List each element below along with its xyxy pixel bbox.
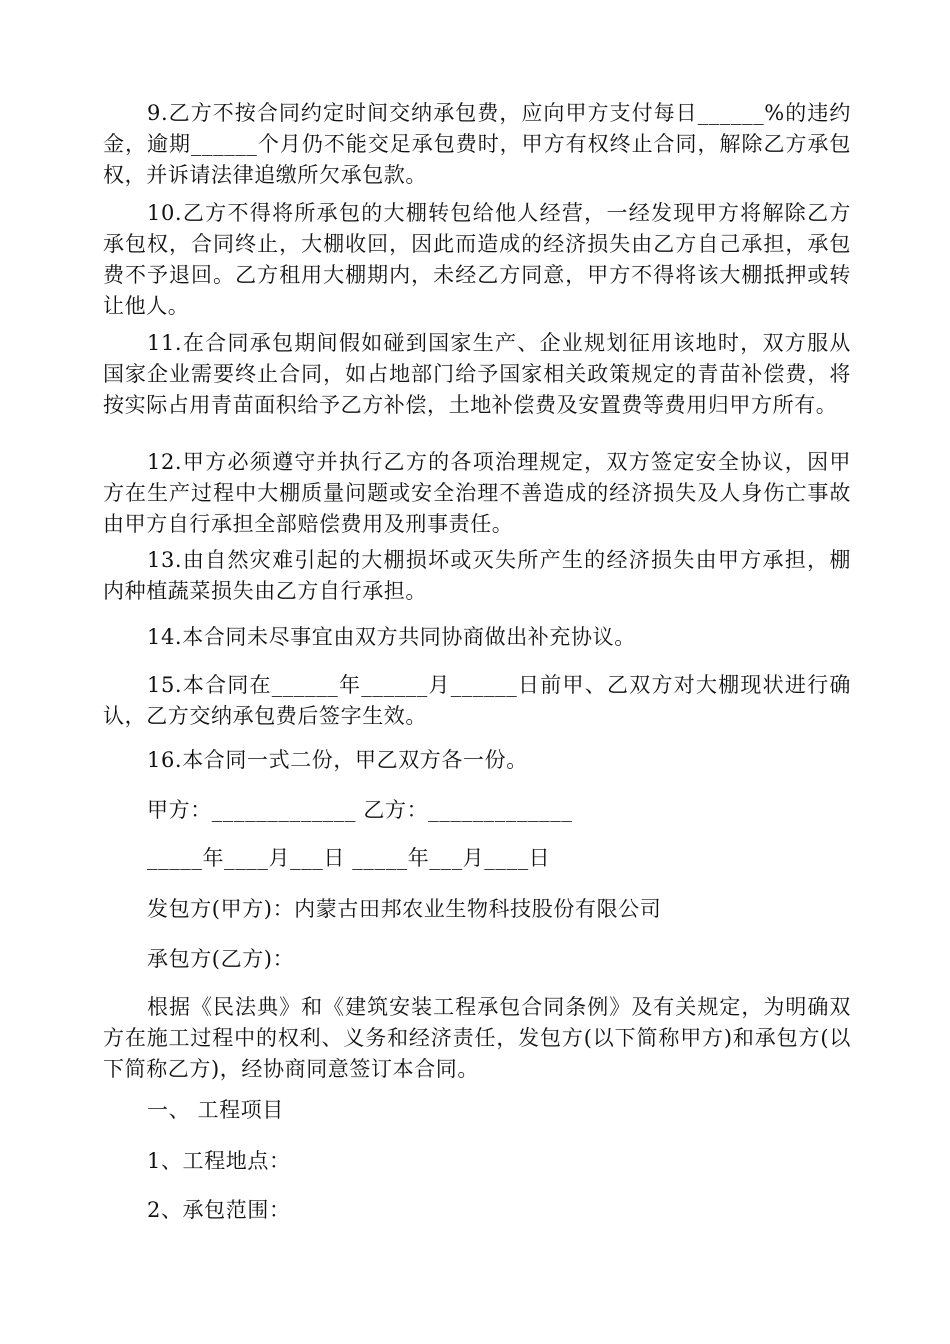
clause-14: 14.本合同未尽事宜由双方共同协商做出补充协议。 xyxy=(147,625,636,649)
clause-11: 11.在合同承包期间假如碰到国家生产、企业规划征用该地时，双方服从国家企业需要终止合同，如占地部门给予国家相关政策规定的青苗补偿费，将按实际占用青苗面积给予乙方补偿，土地补偿费及安置费等费用归甲方所有。 xyxy=(103,331,851,417)
section-heading: 一、 工程项目 xyxy=(147,1098,284,1122)
employer-line: 发包方(甲方)：内蒙古田邦农业生物科技股份有限公司 xyxy=(147,897,662,921)
item-project-location: 1、工程地点： xyxy=(147,1149,291,1173)
clause-10: 10.乙方不得将所承包的大棚转包给他人经营，一经发现甲方将解除乙方承包权，合同终止，大棚收回，因此而造成的经济损失由乙方自己承担，承包费不予退回。乙方租用大棚期内，未经乙方同意，甲方不得将该大棚抵押或转让他人。 xyxy=(103,201,851,318)
signature-line: 甲方：_____________ 乙方：_____________ xyxy=(147,798,573,822)
date-line: _____年____月___日 _____年___月____日 xyxy=(147,846,551,870)
clause-16: 16.本合同一式二份，甲乙双方各一份。 xyxy=(147,748,528,772)
intro-paragraph: 根据《民法典》和《建筑安装工程承包合同条例》及有关规定，为明确双方在施工过程中的权利、义务和经济责任，发包方(以下简称甲方)和承包方(以下简称乙方)，经协商同意签订本合同。 xyxy=(103,995,851,1081)
clause-9: 9.乙方不按合同约定时间交纳承包费，应向甲方支付每日______%的违约金，逾期______个月仍不能交足承包费时，甲方有权终止合同，解除乙方承包权，并诉请法律追缴所欠承包款。 xyxy=(103,101,851,187)
clause-15: 15.本合同在______年______月______日前甲、乙双方对大棚现状进行确认，乙方交纳承包费后签字生效。 xyxy=(103,673,851,728)
clause-13: 13.由自然灾难引起的大棚损坏或灭失所产生的经济损失由甲方承担，棚内种植蔬菜损失由乙方自行承担。 xyxy=(103,548,851,603)
contractor-line: 承包方(乙方)： xyxy=(147,947,295,971)
clause-12: 12.甲方必须遵守并执行乙方的各项治理规定，双方签定安全协议，因甲方在生产过程中大棚质量问题或安全治理不善造成的经济损失及人身伤亡事故由甲方自行承担全部赔偿费用及刑事责任。 xyxy=(103,450,851,536)
item-contract-scope: 2、承包范围： xyxy=(147,1198,291,1222)
